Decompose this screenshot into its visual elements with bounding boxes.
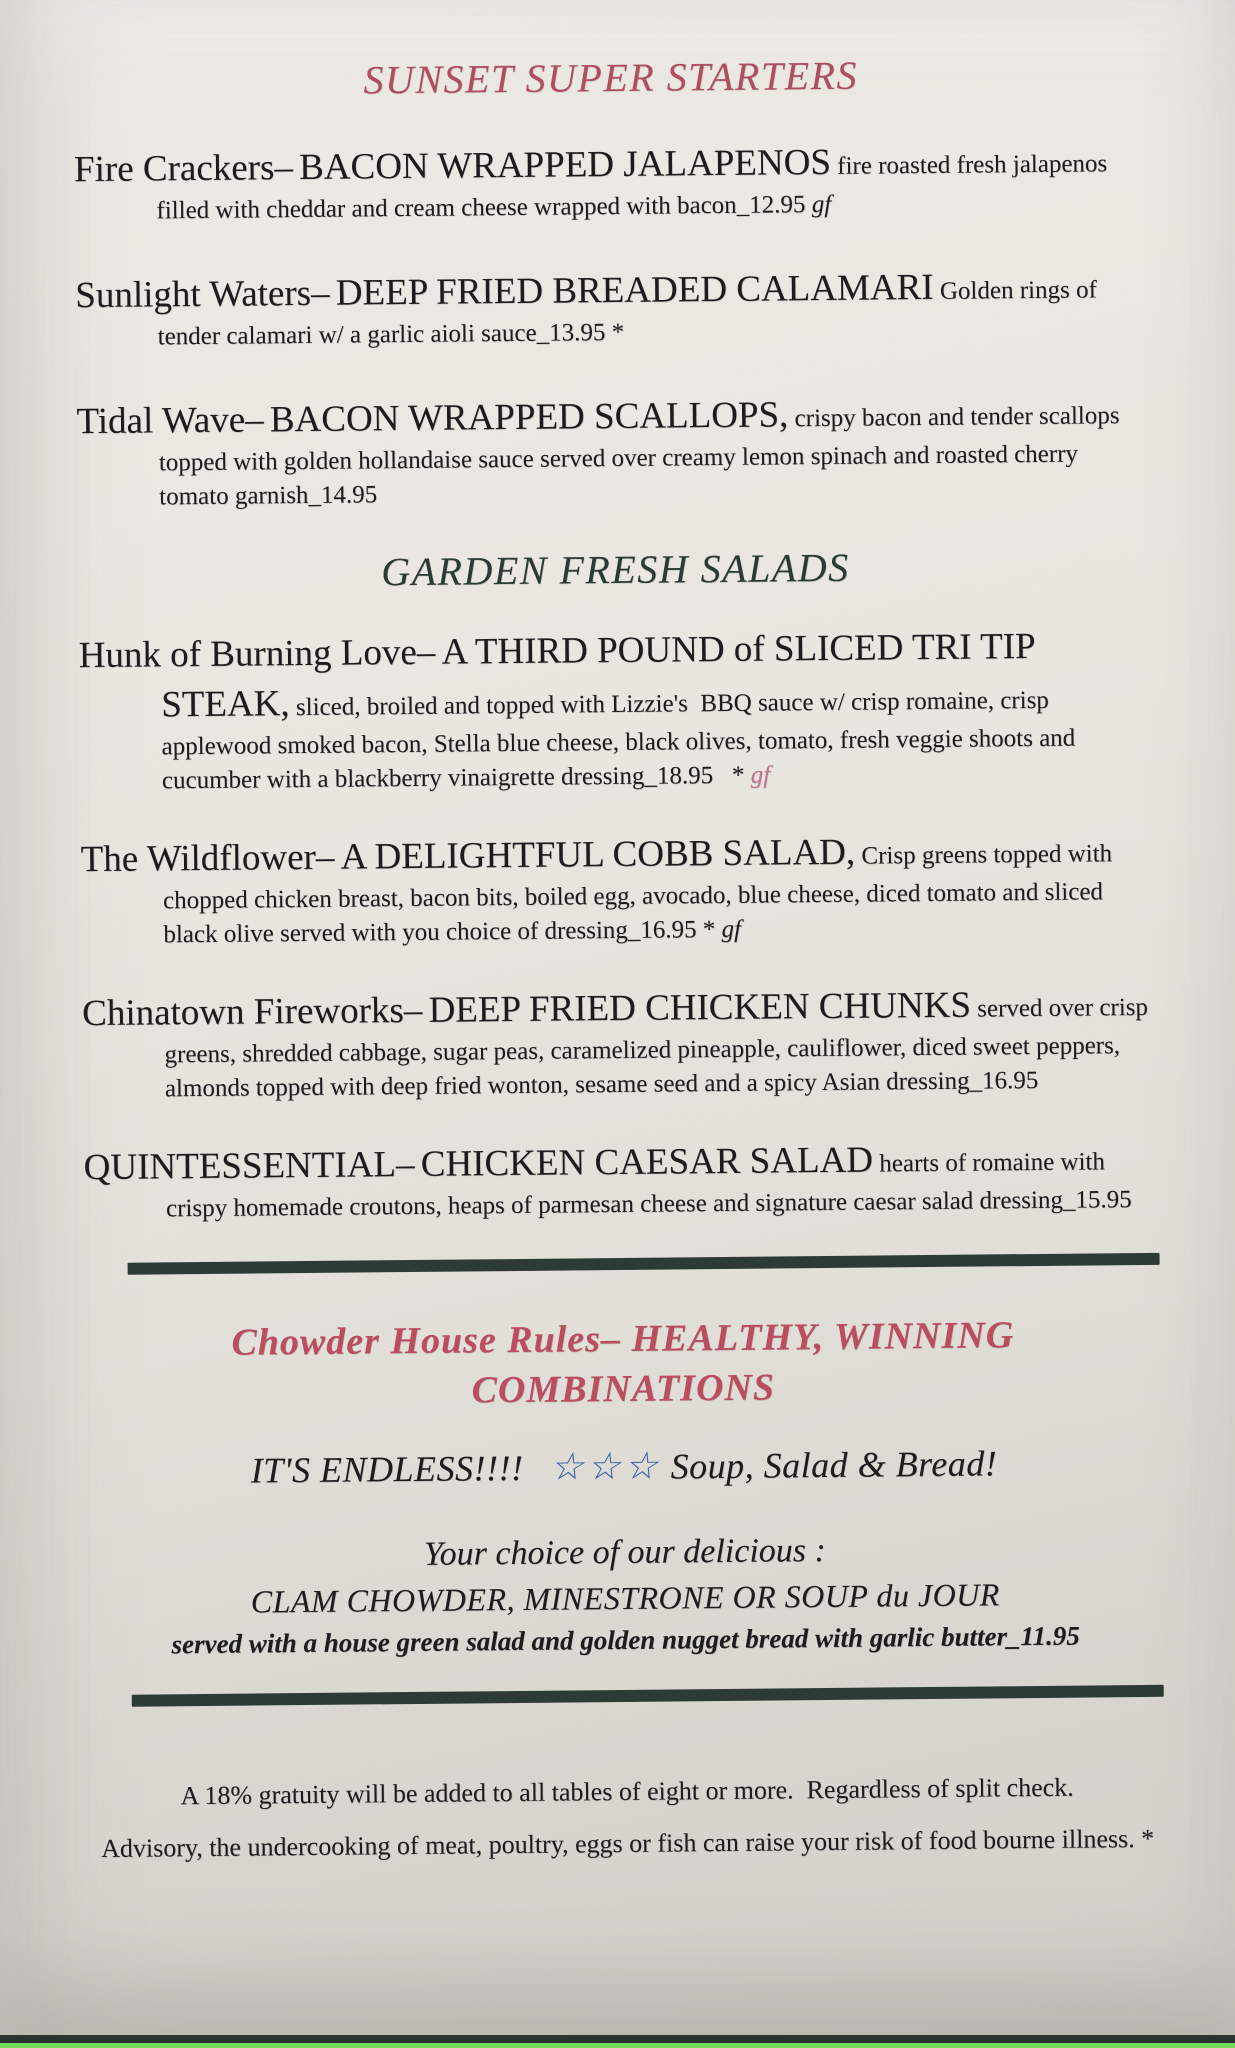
photo-edge-green-line bbox=[0, 2043, 1235, 2048]
salads-section-heading: GARDEN FRESH SALADS bbox=[380, 544, 850, 595]
item-name: Tidal Wave– bbox=[76, 399, 264, 443]
item-name: QUINTESSENTIAL– bbox=[83, 1143, 415, 1189]
advisory-line2: Advisory, the undercooking of meat, poultry, eggs or fish can raise your risk of food bourne illness. * bbox=[101, 1823, 1155, 1864]
item-title-caps: CHICKEN CAESAR SALAD bbox=[420, 1139, 874, 1185]
gratuity-note bbox=[49, 1760, 1205, 1875]
choice-line: Your choice of our delicious : bbox=[423, 1532, 827, 1573]
item-title-caps: BACON WRAPPED JALAPENOS bbox=[298, 141, 832, 189]
item-title-caps: BACON WRAPPED SCALLOPS, bbox=[269, 394, 789, 441]
gratuity-line1: A 18% gratuity will be added to all tables of eight or more. Regardless of split check. bbox=[180, 1772, 1074, 1811]
item-title-caps: A THIRD POUND of SLICED TRI TIP STEAK, bbox=[161, 625, 1044, 726]
divider-rule-bottom bbox=[132, 1685, 1164, 1707]
menu-item-sunlight-waters bbox=[75, 261, 1147, 355]
divider-rule-top bbox=[128, 1253, 1160, 1275]
menu-item-tidal-wave bbox=[76, 387, 1148, 515]
endless-tail-text: Soup, Salad & Bread! bbox=[670, 1443, 998, 1487]
combinations-heading bbox=[5, 1308, 1235, 1420]
soups-line: CLAM CHOWDER, MINESTRONE OR SOUP du JOUR bbox=[250, 1576, 1001, 1620]
combinations-heading-line1: Chowder House Rules– HEALTHY, WINNING bbox=[231, 1314, 1015, 1364]
item-title-caps: DEEP FRIED BREADED CALAMARI bbox=[335, 266, 934, 314]
endless-text: IT'S ENDLESS!!!! bbox=[250, 1447, 524, 1491]
menu-item-fire-crackers bbox=[74, 135, 1146, 229]
item-description: Golden rings of tender calamari w/ a garlic aioli sauce_13.95 * bbox=[157, 276, 1104, 351]
item-name: Chinatown Fireworks– bbox=[81, 989, 423, 1035]
starters-section-heading: SUNSET SUPER STARTERS bbox=[363, 52, 859, 103]
combinations-heading-line2: COMBINATIONS bbox=[471, 1366, 776, 1412]
item-description: sliced, broiled and topped with Lizzie's BBQ sauce w/ crisp romaine, crisp applewood smoked bacon, Stella blue cheese, black olives, tomato, fresh veggie shoots and cucumber with a blackberry vinaigrette dressing_18.95 * bbox=[161, 686, 1082, 795]
menu-item-quintessential bbox=[83, 1133, 1155, 1227]
gf-marker: gf bbox=[811, 190, 832, 219]
item-title-caps: A DELIGHTFUL COBB SALAD, bbox=[340, 831, 856, 878]
menu-item-hunk-of-burning-love bbox=[78, 621, 1151, 799]
menu-item-chinatown-fireworks bbox=[82, 979, 1154, 1107]
item-name: Fire Crackers– bbox=[73, 147, 294, 191]
item-name: Hunk of Burning Love– bbox=[78, 631, 436, 677]
endless-line bbox=[6, 1438, 1235, 1496]
item-description: crispy bacon and tender scallops topped with golden hollandaise sauce served over creamy lemon spinach and roasted cherry tomato garnish_14.95 bbox=[158, 402, 1126, 511]
item-name: The Wildflower– bbox=[80, 836, 335, 881]
item-title-caps: DEEP FRIED CHICKEN CHUNKS bbox=[428, 984, 972, 1031]
item-description: fire roasted fresh jalapenos filled with cheddar and cream cheese wrapped with bacon_12.95 bbox=[156, 150, 1114, 225]
three-stars-icon: ☆☆☆ bbox=[549, 1445, 661, 1489]
item-description: served over crisp greens, shredded cabbage, sugar peas, caramelized pineapple, cauliflower, diced sweet peppers, almonds topped with deep fried wonton, sesame seed and a spicy Asian dressing_16.95 bbox=[164, 993, 1155, 1103]
served-line: served with a house green salad and golden nugget bread with garlic butter_11.95 bbox=[171, 1620, 1080, 1660]
item-description: Crisp greens topped with chopped chicken breast, bacon bits, boiled egg, avocado, blue cheese, diced tomato and sliced black olive served with you choice of dressing_16.95 * bbox=[162, 840, 1119, 949]
gf-marker: gf bbox=[721, 915, 742, 944]
item-name: Sunlight Waters– bbox=[75, 272, 330, 317]
photo-edge-strip bbox=[0, 2035, 1235, 2048]
gf-marker: gf bbox=[750, 761, 771, 789]
item-description: hearts of romaine with crispy homemade croutons, heaps of parmesan cheese and signature caesar salad dressing_15.95 bbox=[165, 1148, 1132, 1223]
menu-item-the-wildflower bbox=[80, 825, 1152, 953]
